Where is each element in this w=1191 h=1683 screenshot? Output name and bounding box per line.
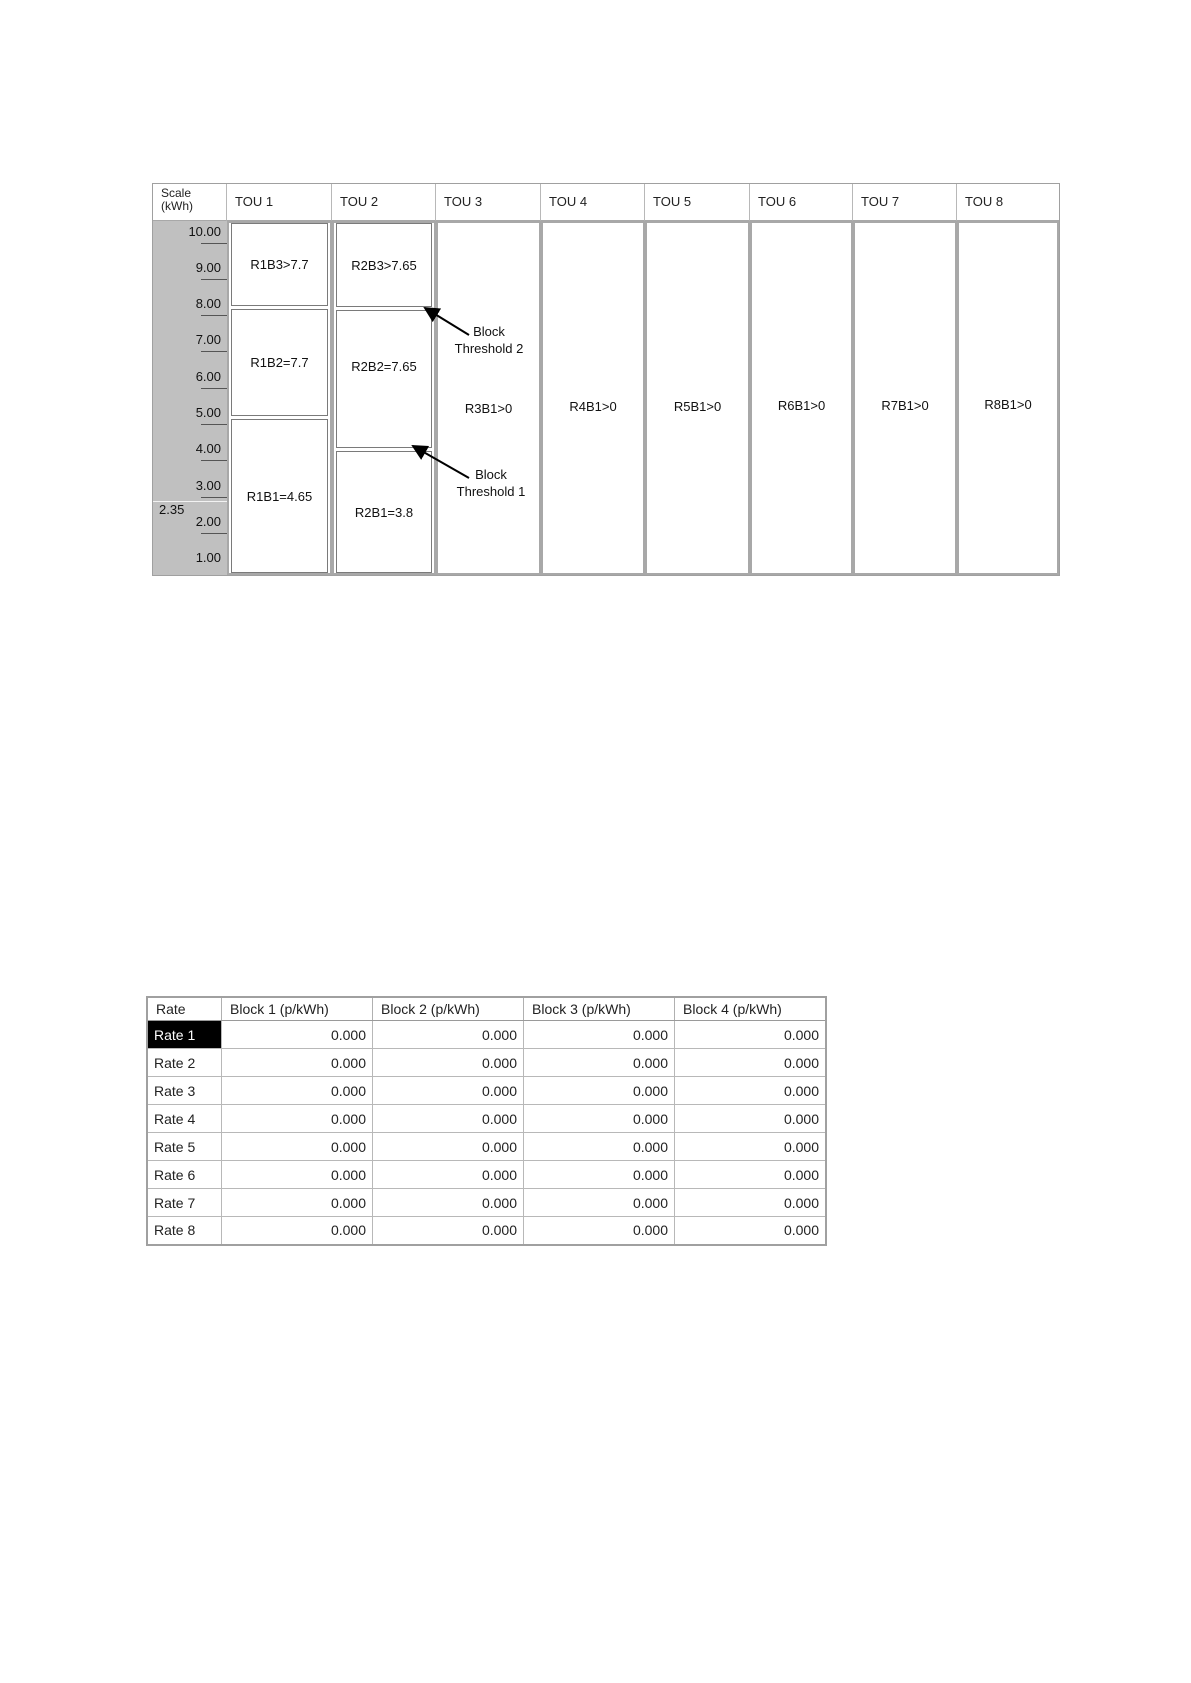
price-cell[interactable]: 0.000 [373, 1189, 524, 1217]
scale-header-line1: Scale [161, 186, 192, 200]
rate-name-cell[interactable]: Rate 8 [147, 1217, 222, 1245]
block-threshold-2-annotation [443, 323, 535, 357]
rate-name-cell[interactable]: Rate 5 [147, 1133, 222, 1161]
tou-column-1 [227, 221, 332, 575]
price-cell[interactable]: 0.000 [675, 1189, 827, 1217]
table-row [147, 1021, 826, 1049]
tou-header-8[interactable]: TOU 8 [957, 184, 1059, 221]
price-cell[interactable]: 0.000 [373, 1049, 524, 1077]
price-cell[interactable]: 0.000 [675, 1077, 827, 1105]
price-cell[interactable]: 0.000 [524, 1021, 675, 1049]
rate-name-cell[interactable]: Rate 2 [147, 1049, 222, 1077]
tou-header-6[interactable]: TOU 6 [750, 184, 853, 221]
tick-mark [201, 460, 227, 461]
tick-mark [201, 243, 227, 244]
price-cell[interactable]: 0.000 [524, 1105, 675, 1133]
threshold-2-line1: Block [473, 324, 505, 339]
tick-mark [201, 388, 227, 389]
tick-2: 2.00 [195, 514, 221, 529]
threshold-1-line2: Threshold 1 [456, 484, 526, 499]
tou-header-3[interactable]: TOU 3 [436, 184, 541, 221]
table-row [147, 1189, 826, 1217]
tou-column-6[interactable] [750, 221, 853, 575]
tou-header-4[interactable]: TOU 4 [541, 184, 645, 221]
rate1-block1[interactable]: R1B1=4.65 [231, 419, 328, 573]
rate2-block3[interactable]: R2B3>7.65 [336, 223, 432, 307]
tou-header-5[interactable]: TOU 5 [645, 184, 750, 221]
tick-6: 6.00 [195, 369, 221, 384]
rate2-block1[interactable]: R2B1=3.8 [336, 451, 432, 573]
price-cell[interactable]: 0.000 [524, 1161, 675, 1189]
rate-price-table [146, 996, 827, 1246]
rate4-block1-label: R4B1>0 [569, 399, 617, 414]
price-cell[interactable]: 0.000 [524, 1049, 675, 1077]
price-cell[interactable]: 0.000 [373, 1161, 524, 1189]
threshold-2-line2: Threshold 2 [454, 341, 524, 356]
tou-column-7[interactable] [853, 221, 957, 575]
rate3-block1-label: R3B1>0 [464, 401, 513, 416]
table-row [147, 1217, 826, 1245]
tou-header-1[interactable]: TOU 1 [227, 184, 332, 221]
header-block-4[interactable]: Block 4 (p/kWh) [675, 997, 827, 1021]
tou-column-3[interactable] [436, 221, 541, 575]
tick-8: 8.00 [195, 296, 221, 311]
tou-column-4[interactable] [541, 221, 645, 575]
price-cell[interactable]: 0.000 [675, 1161, 827, 1189]
tick-5: 5.00 [195, 405, 221, 420]
price-cell[interactable]: 0.000 [524, 1133, 675, 1161]
price-cell[interactable]: 0.000 [222, 1161, 373, 1189]
table-row [147, 1049, 826, 1077]
table-header-row [147, 997, 826, 1021]
rate-name-cell[interactable]: Rate 3 [147, 1077, 222, 1105]
tick-mark [201, 279, 227, 280]
scale-header [153, 184, 227, 221]
rate5-block1-label: R5B1>0 [673, 399, 722, 414]
price-cell[interactable]: 0.000 [222, 1217, 373, 1245]
tou-header-2[interactable]: TOU 2 [332, 184, 436, 221]
price-cell[interactable]: 0.000 [675, 1105, 827, 1133]
scale-column [153, 221, 228, 575]
price-cell[interactable]: 0.000 [222, 1133, 373, 1161]
tick-10: 10.00 [188, 224, 221, 239]
tick-mark [201, 315, 227, 316]
rate-name-cell[interactable]: Rate 4 [147, 1105, 222, 1133]
table-row [147, 1161, 826, 1189]
price-cell[interactable]: 0.000 [222, 1049, 373, 1077]
price-cell[interactable]: 0.000 [373, 1217, 524, 1245]
current-level-value: 2.35 [159, 502, 185, 517]
rate8-block1-label: R8B1>0 [984, 397, 1032, 412]
tick-mark [201, 424, 227, 425]
block-threshold-1-annotation [443, 466, 539, 500]
price-cell[interactable]: 0.000 [524, 1077, 675, 1105]
price-cell[interactable]: 0.000 [524, 1189, 675, 1217]
tick-mark [201, 533, 227, 534]
price-cell[interactable]: 0.000 [373, 1077, 524, 1105]
tou-column-8[interactable] [957, 221, 1059, 575]
tick-1: 1.00 [195, 550, 221, 565]
rate1-block3[interactable]: R1B3>7.7 [231, 223, 328, 306]
tick-9: 9.00 [195, 260, 221, 275]
rate-name-cell[interactable]: Rate 6 [147, 1161, 222, 1189]
tou-block-grid [152, 183, 1060, 576]
price-cell[interactable]: 0.000 [373, 1133, 524, 1161]
header-rate[interactable]: Rate [147, 997, 222, 1021]
price-cell[interactable]: 0.000 [675, 1021, 827, 1049]
tick-7: 7.00 [195, 332, 221, 347]
price-cell[interactable]: 0.000 [675, 1217, 827, 1245]
header-block-2[interactable]: Block 2 (p/kWh) [373, 997, 524, 1021]
rate-name-cell[interactable]: Rate 7 [147, 1189, 222, 1217]
table-row [147, 1133, 826, 1161]
rate6-block1-label: R6B1>0 [777, 398, 826, 413]
rate1-block2[interactable]: R1B2=7.7 [231, 309, 328, 416]
tick-mark [201, 351, 227, 352]
price-cell[interactable]: 0.000 [222, 1105, 373, 1133]
price-cell[interactable]: 0.000 [222, 1077, 373, 1105]
tick-mark [201, 497, 227, 498]
tou-header-7[interactable]: TOU 7 [853, 184, 957, 221]
scale-header-line2: (kWh) [161, 199, 193, 213]
tick-3: 3.00 [195, 478, 221, 493]
price-cell[interactable]: 0.000 [222, 1189, 373, 1217]
price-cell[interactable]: 0.000 [675, 1049, 827, 1077]
tick-4: 4.00 [195, 441, 221, 456]
rate-name-cell[interactable]: Rate 1 [147, 1021, 222, 1049]
table-row [147, 1105, 826, 1133]
table-row [147, 1077, 826, 1105]
rate7-block1-label: R7B1>0 [881, 398, 929, 413]
tou-column-2 [332, 221, 436, 575]
price-cell[interactable]: 0.000 [373, 1021, 524, 1049]
price-cell[interactable]: 0.000 [373, 1105, 524, 1133]
price-cell[interactable]: 0.000 [524, 1217, 675, 1245]
rate2-block2[interactable]: R2B2=7.65 [336, 310, 432, 448]
price-cell[interactable]: 0.000 [675, 1133, 827, 1161]
header-block-3[interactable]: Block 3 (p/kWh) [524, 997, 675, 1021]
tou-column-5[interactable] [645, 221, 750, 575]
price-cell[interactable]: 0.000 [222, 1021, 373, 1049]
header-block-1[interactable]: Block 1 (p/kWh) [222, 997, 373, 1021]
threshold-1-line1: Block [475, 467, 507, 482]
